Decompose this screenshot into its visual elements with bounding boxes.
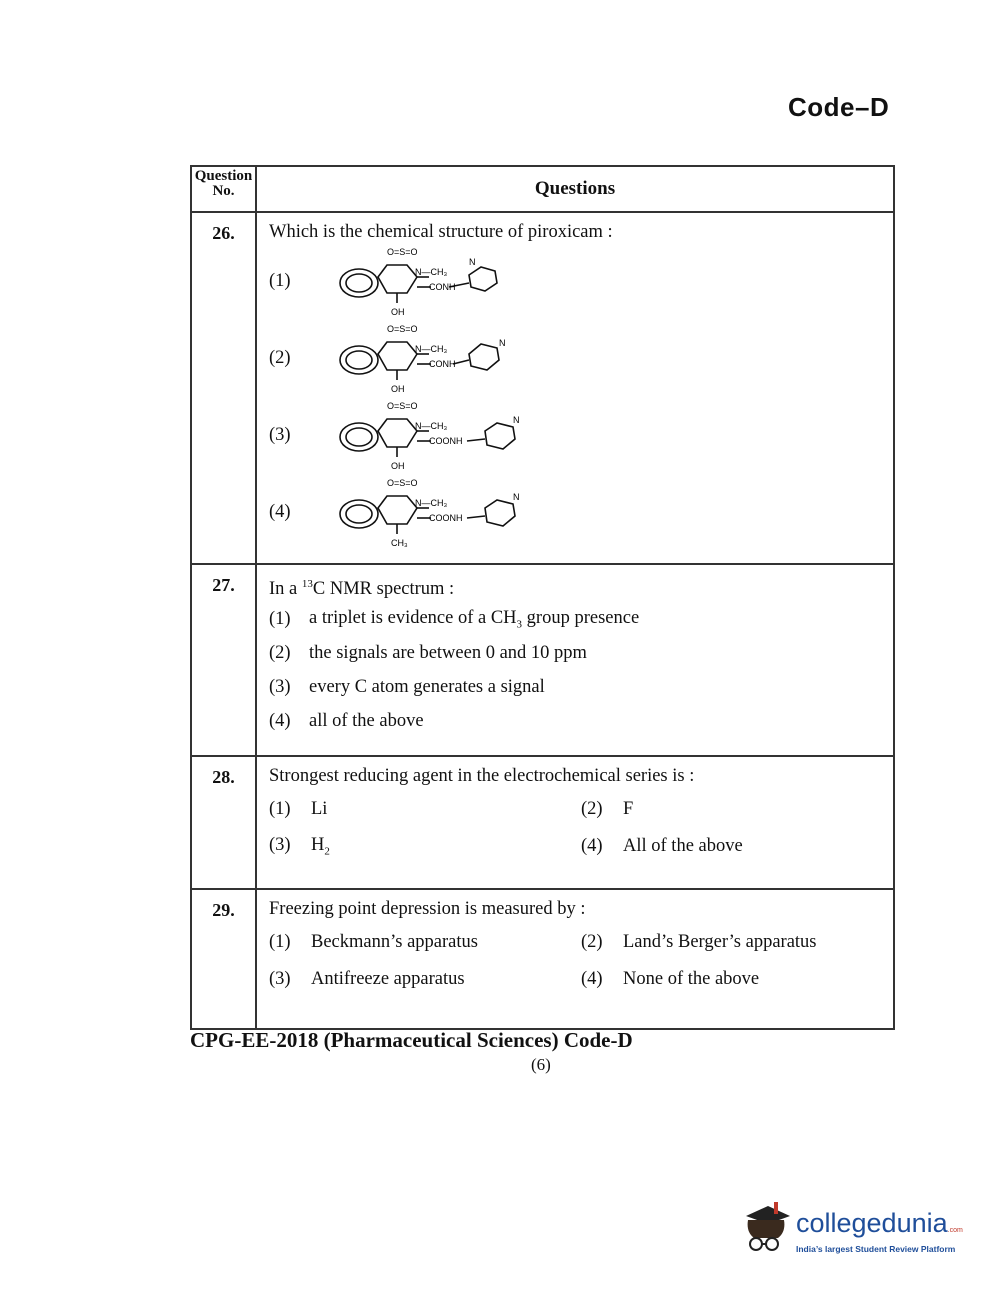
- question-row-27: [191, 564, 894, 756]
- option-number: (2): [581, 932, 603, 952]
- options-row-2: [269, 828, 893, 865]
- options-row-1: [269, 791, 893, 828]
- substituent-label: OH: [391, 384, 405, 394]
- option-number: (4): [581, 969, 603, 989]
- stem-superscript: 13: [301, 578, 313, 590]
- option-2: [581, 932, 893, 953]
- option-4: [269, 474, 893, 551]
- option-1: [269, 243, 893, 320]
- option-text: Land’s Berger’s apparatus: [623, 932, 817, 952]
- option-subscript: 2: [324, 845, 330, 858]
- option-text: Li: [311, 799, 328, 819]
- option-number: (3): [269, 676, 291, 697]
- option-3: [269, 670, 893, 704]
- so2-label: O=S=O: [387, 478, 418, 488]
- question-stem: Which is the chemical structure of piroxicam :: [269, 222, 613, 242]
- option-4: [581, 836, 893, 857]
- option-text-post: group presence: [522, 607, 640, 628]
- ring-n-label: N: [513, 492, 520, 502]
- brand-name-text: collegedunia: [796, 1208, 948, 1238]
- table-header-row: [191, 166, 894, 212]
- option-number: (2): [581, 799, 603, 819]
- so2-label: O=S=O: [387, 401, 418, 411]
- option-text: None of the above: [623, 969, 760, 989]
- option-number: (3): [269, 835, 291, 856]
- question-body: [256, 756, 894, 889]
- chemical-structure-option-2: [329, 320, 529, 397]
- brand-suffix: .com: [947, 1227, 963, 1234]
- option-number: (2): [269, 642, 291, 663]
- nch3-label: N—CH₃: [415, 421, 448, 431]
- option-text: Antifreeze apparatus: [311, 969, 465, 989]
- question-body: [256, 889, 894, 1029]
- question-body: [256, 212, 894, 564]
- option-text: the signals are between 0 and 10 ppm: [309, 642, 587, 663]
- so2-label: O=S=O: [387, 247, 418, 257]
- ring-n-label: N: [469, 257, 476, 267]
- ring-n-label: N: [499, 338, 506, 348]
- stem-text-post: C NMR spectrum :: [312, 579, 455, 600]
- option-number: (3): [269, 969, 291, 989]
- chemical-structure-option-1: [329, 243, 529, 320]
- amide-label: COONH: [429, 436, 463, 446]
- option-text-pre: a triplet is evidence of a CH: [309, 607, 517, 628]
- option-1: [269, 602, 893, 636]
- amide-label: COONH: [429, 513, 463, 523]
- option-4: [581, 969, 893, 990]
- option-number: (4): [269, 710, 291, 731]
- brand-logo: [738, 1198, 968, 1258]
- stem-text-pre: In a: [269, 579, 302, 600]
- question-row-29: [191, 889, 894, 1029]
- question-stem: [269, 573, 893, 600]
- option-text: all of the above: [309, 710, 424, 731]
- brand-tagline: India’s largest Student Review Platform: [796, 1244, 956, 1254]
- option-3: [269, 397, 893, 474]
- exam-footer: CPG-EE-2018 (Pharmaceutical Sciences) Code-D: [190, 1028, 633, 1052]
- column-header-question-no: [191, 166, 256, 212]
- question-number: 27.: [191, 564, 256, 756]
- option-2: [269, 636, 893, 670]
- option-text: All of the above: [623, 836, 743, 856]
- option-text: [309, 608, 639, 631]
- option-1: [269, 932, 581, 953]
- substituent-label: OH: [391, 461, 405, 471]
- chemical-structure-option-4: [329, 474, 539, 551]
- questions-table: [190, 165, 895, 1030]
- option-1: [269, 799, 581, 820]
- so2-label: O=S=O: [387, 324, 418, 334]
- question-no-header-text: Question No.: [194, 168, 253, 199]
- options-row-1: [269, 924, 893, 961]
- option-2: [581, 799, 893, 820]
- options-row-2: [269, 961, 893, 998]
- option-text: every C atom generates a signal: [309, 676, 545, 697]
- question-stem: Freezing point depression is measured by :: [269, 899, 586, 919]
- mascot-icon: [738, 1198, 794, 1258]
- ring-n-label: N: [513, 415, 520, 425]
- column-header-questions: Questions: [256, 166, 894, 212]
- question-row-26: [191, 212, 894, 564]
- page-number: (6): [531, 1055, 551, 1074]
- option-4: [269, 704, 893, 738]
- question-body: [256, 564, 894, 756]
- nch3-label: N—CH₃: [415, 267, 448, 277]
- question-number: 29.: [191, 889, 256, 1029]
- option-number: (4): [269, 502, 291, 522]
- option-number: (1): [269, 271, 291, 291]
- option-number: (3): [269, 425, 291, 445]
- brand-name: [796, 1208, 963, 1239]
- option-subscript: 3: [516, 618, 523, 631]
- option-2: [269, 320, 893, 397]
- question-number: 28.: [191, 756, 256, 889]
- option-number: (2): [269, 348, 291, 368]
- option-text: Beckmann’s apparatus: [311, 932, 478, 952]
- nch3-label: N—CH₃: [415, 344, 448, 354]
- code-label: Code–D: [788, 92, 890, 122]
- amide-label: CONH: [429, 359, 456, 369]
- option-3: [269, 835, 581, 858]
- amide-label: CONH: [429, 282, 456, 292]
- option-text: [311, 835, 330, 858]
- substituent-label: OH: [391, 307, 405, 317]
- option-number: (1): [269, 799, 291, 819]
- nch3-label: N—CH₃: [415, 498, 448, 508]
- substituent-label: CH₃: [391, 538, 408, 548]
- option-number: (1): [269, 608, 291, 629]
- option-number: (4): [581, 836, 603, 856]
- chemical-structure-option-3: [329, 397, 539, 474]
- option-text-main: H: [311, 835, 325, 856]
- option-text: F: [623, 799, 634, 819]
- question-stem: Strongest reducing agent in the electrochemical series is :: [269, 766, 695, 786]
- option-number: (1): [269, 932, 291, 952]
- question-row-28: [191, 756, 894, 889]
- option-3: [269, 969, 581, 990]
- question-number: 26.: [191, 212, 256, 564]
